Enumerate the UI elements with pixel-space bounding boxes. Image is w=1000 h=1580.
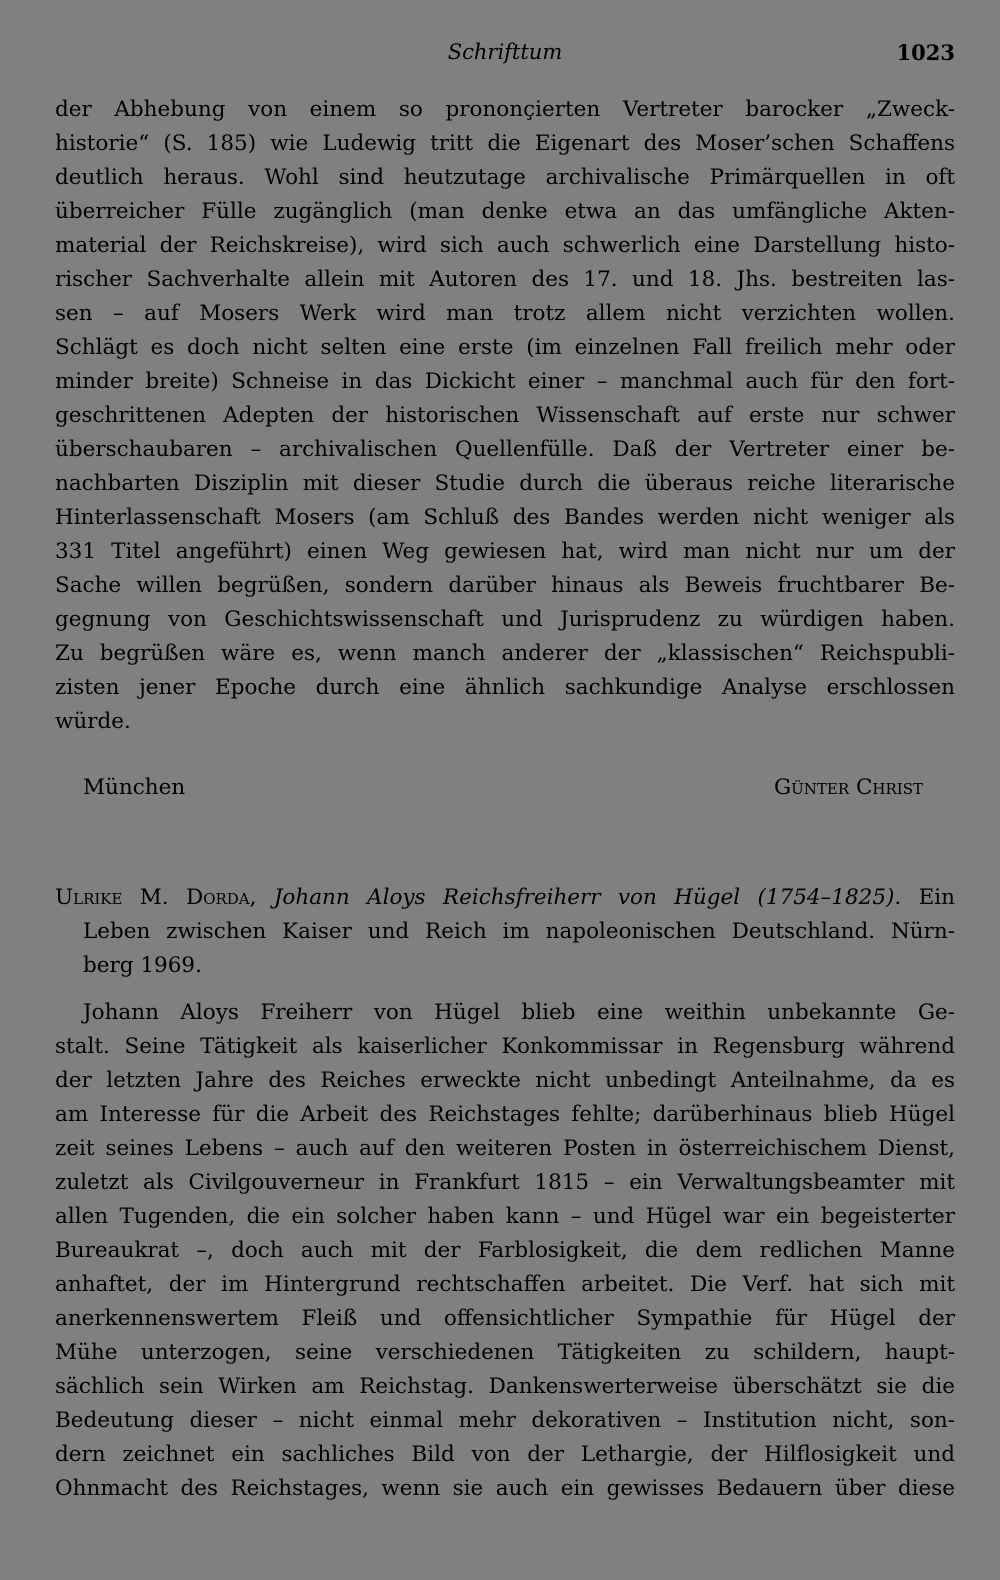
text-line: Bedeutung dieser – nicht einmal mehr dekorativen – Institution nicht, son- (55, 1408, 955, 1433)
bibliographic-entry (55, 881, 955, 983)
review-text (55, 996, 955, 1506)
text-line: Zu begrüßen wäre es, wenn manch anderer der „klassischen“ Reichspubli- (55, 641, 955, 666)
text-line: gegnung von Geschichtswissenschaft und Jurisprudenz zu würdigen haben. (55, 607, 955, 632)
running-header (55, 40, 955, 70)
running-title: Schrifttum (447, 40, 563, 64)
citation-title: Johann Aloys Reichsfreiherr von Hügel (1754–1825). (273, 885, 902, 910)
text-line: Hinterlassenschaft Mosers (am Schluß des Bandes werden nicht weniger als (55, 505, 955, 530)
text-line: der letzten Jahre des Reiches erweckte nicht unbedingt Anteilnahme, da es (55, 1068, 955, 1093)
text-line: Schlägt es doch nicht selten eine erste (im einzelnen Fall freilich mehr oder (55, 335, 955, 360)
text-line: Johann Aloys Freiherr von Hügel blieb eine weithin unbekannte Ge- (83, 1000, 955, 1025)
text-line: zisten jener Epoche durch eine ähnlich sachkundige Analyse erschlossen (55, 675, 955, 700)
text-line: anhaftet, der im Hintergrund rechtschaffen arbeitet. Die Verf. hat sich mit (55, 1272, 955, 1297)
citation-author: Ulrike M. Dorda, (55, 885, 257, 910)
citation-line (55, 881, 955, 915)
signature-city: München (83, 775, 186, 800)
text-line: anerkennenswertem Fleiß und offensichtlicher Sympathie für Hügel der (55, 1306, 955, 1331)
text-line: rischer Sachverhalte allein mit Autoren des 17. und 18. Jhs. bestreiten las- (55, 267, 955, 292)
text-line: sächlich sein Wirken am Reichstag. Dankenswerterweise überschätzt sie die (55, 1374, 955, 1399)
text-line: würde. (55, 709, 131, 734)
text-line: überschaubaren – archivalischen Quellenfülle. Daß der Vertreter einer be- (55, 437, 955, 462)
text-line: zeit seines Lebens – auch auf den weiteren Posten in österreichischem Dienst, (55, 1136, 955, 1161)
text-line: nachbarten Disziplin mit dieser Studie durch die überaus reiche literarische (55, 471, 955, 496)
text-line: 331 Titel angeführt) einen Weg gewiesen hat, wird man nicht nur um der (55, 539, 955, 564)
citation-line: Leben zwischen Kaiser und Reich im napoleonischen Deutschland. Nürn- (83, 919, 955, 944)
text-line: deutlich heraus. Wohl sind heutzutage archivalische Primärquellen in oft (55, 165, 955, 190)
text-line: allen Tugenden, die ein solcher haben kann – und Hügel war ein begeisterter (55, 1204, 955, 1229)
citation-subtitle-start: Ein (918, 885, 955, 910)
text-line: sen – auf Mosers Werk wird man trotz allem nicht verzichten wollen. (55, 301, 955, 326)
text-line: zuletzt als Civilgouverneur in Frankfurt 1815 – ein Verwaltungsbeamter mit (55, 1170, 955, 1195)
text-line: material der Reichskreise), wird sich auch schwerlich eine Darstellung histo- (55, 233, 955, 258)
text-line: am Interesse für die Arbeit des Reichstages fehlte; darüberhinaus blieb Hügel (55, 1102, 955, 1127)
text-line: Mühe unterzogen, seine verschiedenen Tätigkeiten zu schildern, haupt- (55, 1340, 955, 1365)
citation-line: berg 1969. (83, 953, 202, 978)
text-line: dern zeichnet ein sachliches Bild von der Lethargie, der Hilflosigkeit und (55, 1442, 955, 1467)
text-line: stalt. Seine Tätigkeit als kaiserlicher Konkommissar in Regensburg während (55, 1034, 955, 1059)
review-signature (83, 771, 923, 805)
text-line: minder breite) Schneise in das Dickicht einer – manchmal auch für den fort- (55, 369, 955, 394)
text-line: überreicher Fülle zugänglich (man denke etwa an das umfängliche Akten- (55, 199, 955, 224)
page-number: 1023 (896, 40, 955, 65)
text-line: historie“ (S. 185) wie Ludewig tritt die Eigenart des Moser’schen Schaffens (55, 131, 955, 156)
text-line: geschrittenen Adepten der historischen Wissenschaft auf erste nur schwer (55, 403, 955, 428)
text-line: der Abhebung von einem so prononçierten Vertreter barocker „Zweck- (55, 97, 955, 122)
review-text-continued (55, 93, 955, 739)
text-line: Ohnmacht des Reichstages, wenn sie auch ein gewisses Bedauern über diese (55, 1476, 955, 1501)
text-line: Bureaukrat –, doch auch mit der Farblosigkeit, die dem redlichen Manne (55, 1238, 955, 1263)
signature-reviewer: Günter Christ (773, 775, 923, 800)
text-line: Sache willen begrüßen, sondern darüber hinaus als Beweis fruchtbarer Be- (55, 573, 955, 598)
